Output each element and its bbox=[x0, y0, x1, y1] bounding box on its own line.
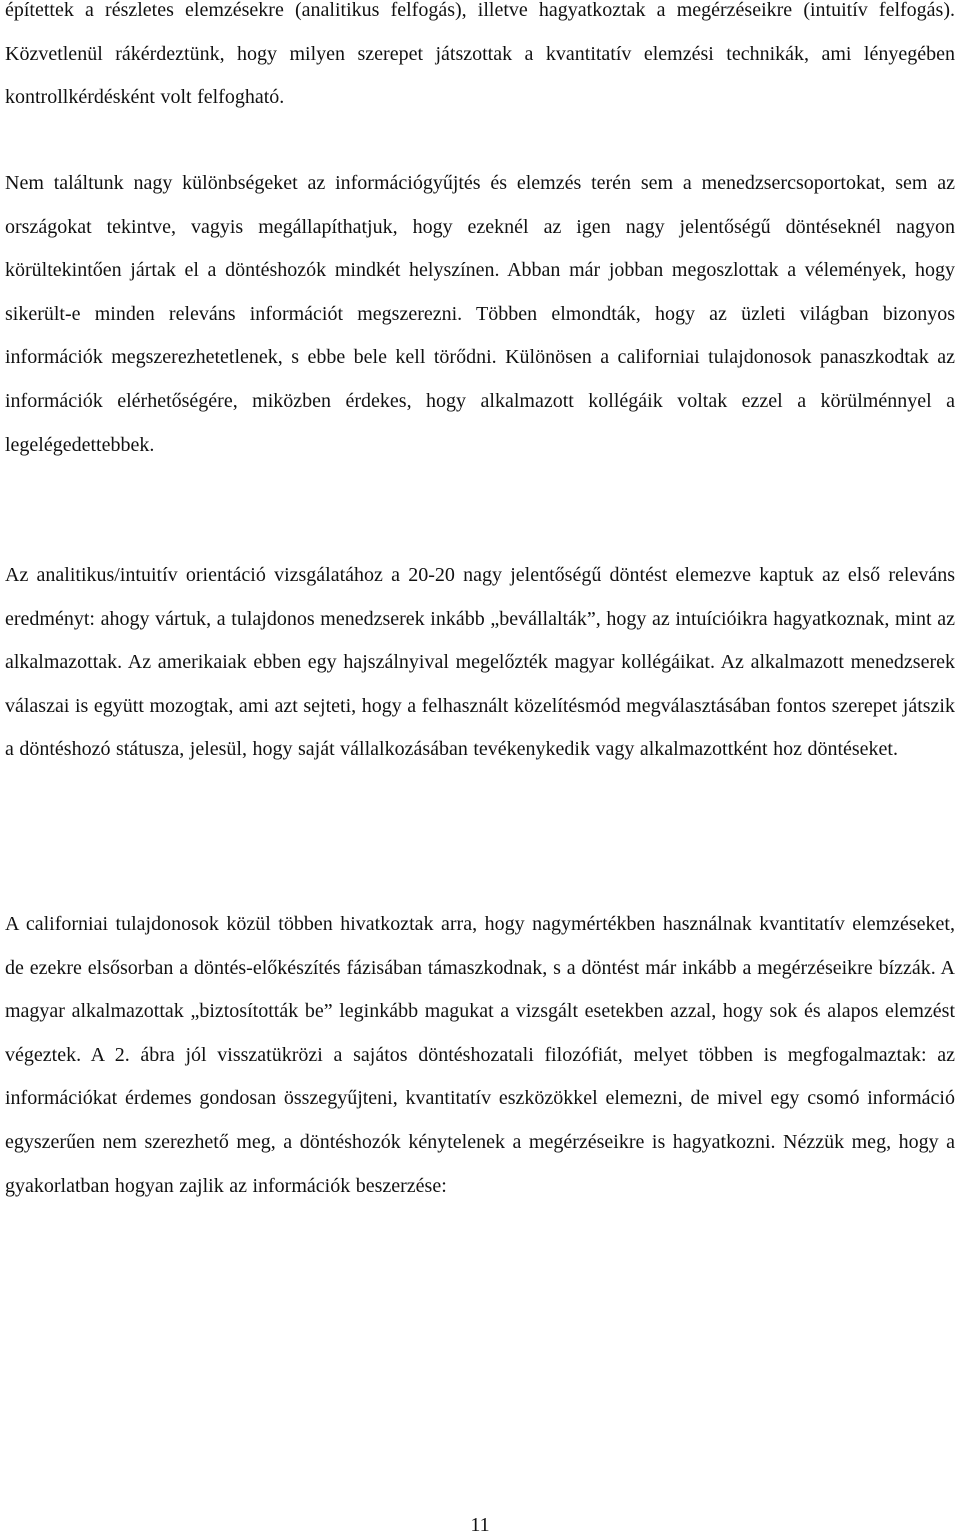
document-page bbox=[5, 0, 955, 1537]
paragraph-3: Az analitikus/intuitív orientáció vizsgálatához a 20-20 nagy jelentőségű döntést elemezve kaptuk az első releváns eredményt: ahogy vártuk, a tulajdonos menedzserek inkább „bevállalták”, hogy az intuícióikra hagyatkoznak, mint az alkalmazottak. Az amerikaiak ebben egy hajszálnyival megelőzték magyar kollégáikat. Az alkalmazott menedzserek válaszai is együtt mozogtak, ami azt sejteti, hogy a felhasznált közelítésmód megválasztásában fontos szerepet játszik a döntéshozó státusza, jelesül, hogy saját vállalkozásában tevékenykedik vagy alkalmazottként hoz döntéseket. bbox=[5, 564, 955, 761]
paragraph-4: A californiai tulajdonosok közül többen hivatkoztak arra, hogy nagymértékben használnak kvantitatív elemzéseket, de ezekre elsősorban a döntés-előkészítés fázisában támaszkodnak, s a döntést már inkább a megérzéseikre bízzák. A magyar alkalmazottak „biztosították be” leginkább magukat a vizsgált esetekben azzal, hogy sok és alapos elemzést végeztek. A 2. ábra jól visszatükrözi a sajátos döntéshozatali filozófiát, melyet többen is megfogalmaztak: az információkat érdemes gondosan összegyűjteni, kvantitatív eszközökkel elemezni, de mivel egy csomó információ egyszerűen nem szerezhető meg, a döntéshozók kénytelenek a megérzéseikre is hagyatkozni. Nézzük meg, hogy a gyakorlatban hogyan zajlik az információk beszerzése: bbox=[5, 913, 955, 1197]
paragraph-2: Nem találtunk nagy különbségeket az információgyűjtés és elemzés terén sem a menedzsercsoportokat, sem az országokat tekintve, vagyis megállapíthatjuk, hogy ezeknél az igen nagy jelentőségű döntéseknél nagyon körültekintően jártak el a döntéshozók mindkét helyszínen. Abban már jobban megoszlottak a vélemények, hogy sikerült-e minden releváns információt megszerezni. Többen elmondták, hogy az üzleti világban bizonyos információk megszerezhetetlenek, s ebbe bele kell törődni. Különösen a californiai tulajdonosok panaszkodtak az információk elérhetőségére, miközben érdekes, hogy alkalmazott kollégáik voltak ezzel a körülménnyel a legelégedettebbek. bbox=[5, 172, 955, 456]
paragraph-1: építettek a részletes elemzésekre (analitikus felfogás), illetve hagyatkoztak a megérzéseikre (intuitív felfogás). Közvetlenül rákérdeztünk, hogy milyen szerepet játszottak a kvantitatív elemzési technikák, ami lényegében kontrollkérdésként volt felfogható. bbox=[5, 0, 955, 109]
page-number: 11 bbox=[470, 1514, 490, 1536]
